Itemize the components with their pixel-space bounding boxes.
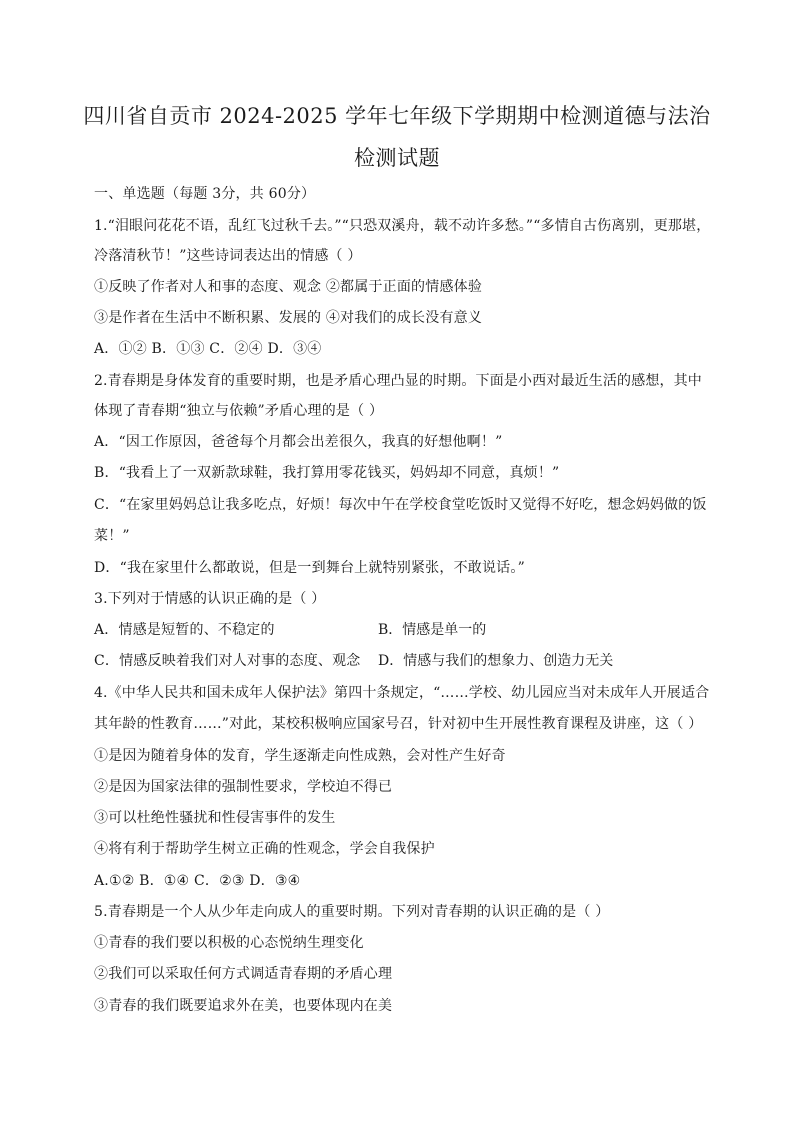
q5-statement-2: ②我们可以采取任何方式调适青春期的矛盾心理 — [94, 966, 393, 982]
q3-option-a: A．情感是短暂的、不稳定的 — [94, 622, 275, 638]
q1-stem-line2: 冷落清秋节！”这些诗词表达出的情感（ ） — [94, 248, 362, 264]
q4-statement-2: ②是因为国家法律的强制性要求，学校迫不得已 — [94, 779, 393, 795]
q2-option-d: D．“我在家里什么都敢说，但是一到舞台上就特别紧张，不敢说话。” — [94, 560, 525, 576]
section-heading: 一、单选题（每题 3分，共 60分） — [94, 186, 316, 202]
q2-option-a: A．“因工作原因，爸爸每个月都会出差很久，我真的好想他啊！” — [94, 434, 503, 450]
q5-statement-1: ①青春的我们要以积极的心态悦纳生理变化 — [94, 935, 364, 951]
q3-stem: 3.下列对于情感的认识正确的是（ ） — [94, 591, 326, 607]
doc-title-line1: 四川省自贡市 2024-2025 学年七年级下学期期中检测道德与法治 — [83, 104, 711, 128]
q4-statement-1: ①是因为随着身体的发育，学生逐渐走向性成熟，会对性产生好奇 — [94, 748, 506, 764]
q3-option-b: B．情感是单一的 — [378, 622, 487, 638]
q2-option-c-line1: C．“在家里妈妈总让我多吃点，好烦！每次中午在学校食堂吃饭时又觉得不好吃，想念妈妈做的饭 — [94, 497, 707, 513]
q3-option-d: D．情感与我们的想象力、创造力无关 — [378, 653, 614, 669]
q3-option-c: C．情感反映着我们对人对事的态度、观念 — [94, 653, 361, 669]
q4-statement-4: ④将有利于帮助学生树立正确的性观念，学会自我保护 — [94, 841, 435, 857]
q4-options: A.①② B．①④ C．②③ D．③④ — [94, 873, 301, 889]
q1-statement-3-4: ③是作者在生活中不断积累、发展的 ④对我们的成长没有意义 — [94, 310, 483, 326]
q2-stem-line1: 2.青春期是身体发育的重要时期，也是矛盾心理凸显的时期。下面是小西对最近生活的感想，其中 — [94, 373, 702, 389]
q2-stem-line2: 体现了青春期“独立与依赖”矛盾心理的是（ ） — [94, 403, 384, 419]
doc-title-line2: 检测试题 — [354, 146, 440, 170]
q1-stem-line1: 1.“泪眼问花花不语，乱红飞过秋千去。”“只恐双溪舟，载不动许多愁。”“多情自古伤离别，更那堪， — [94, 218, 711, 234]
q2-option-c-line2: 菜！” — [94, 528, 130, 544]
q5-statement-3: ③青春的我们既要追求外在美，也要体现内在美 — [94, 998, 393, 1014]
q4-statement-3: ③可以杜绝性骚扰和性侵害事件的发生 — [94, 810, 336, 826]
q4-stem-line2: 其年龄的性教育……”对此，某校积极响应国家号召，针对初中生开展性教育课程及讲座，这（ ） — [94, 716, 703, 732]
q5-stem: 5.青春期是一个人从少年走向成人的重要时期。下列对青春期的认识正确的是（ ） — [94, 904, 610, 920]
q2-option-b: B．“我看上了一双新款球鞋，我打算用零花钱买，妈妈却不同意，真烦！” — [94, 465, 560, 481]
q4-stem-line1: 4.《中华人民共和国未成年人保护法》第四十条规定，“……学校、幼儿园应当对未成年人开展适合 — [94, 685, 710, 701]
q1-statement-1-2: ①反映了作者对人和事的态度、观念 ②都属于正面的情感体验 — [94, 279, 483, 295]
q1-options: A．①② B．①③ C．②④ D．③④ — [94, 341, 322, 357]
